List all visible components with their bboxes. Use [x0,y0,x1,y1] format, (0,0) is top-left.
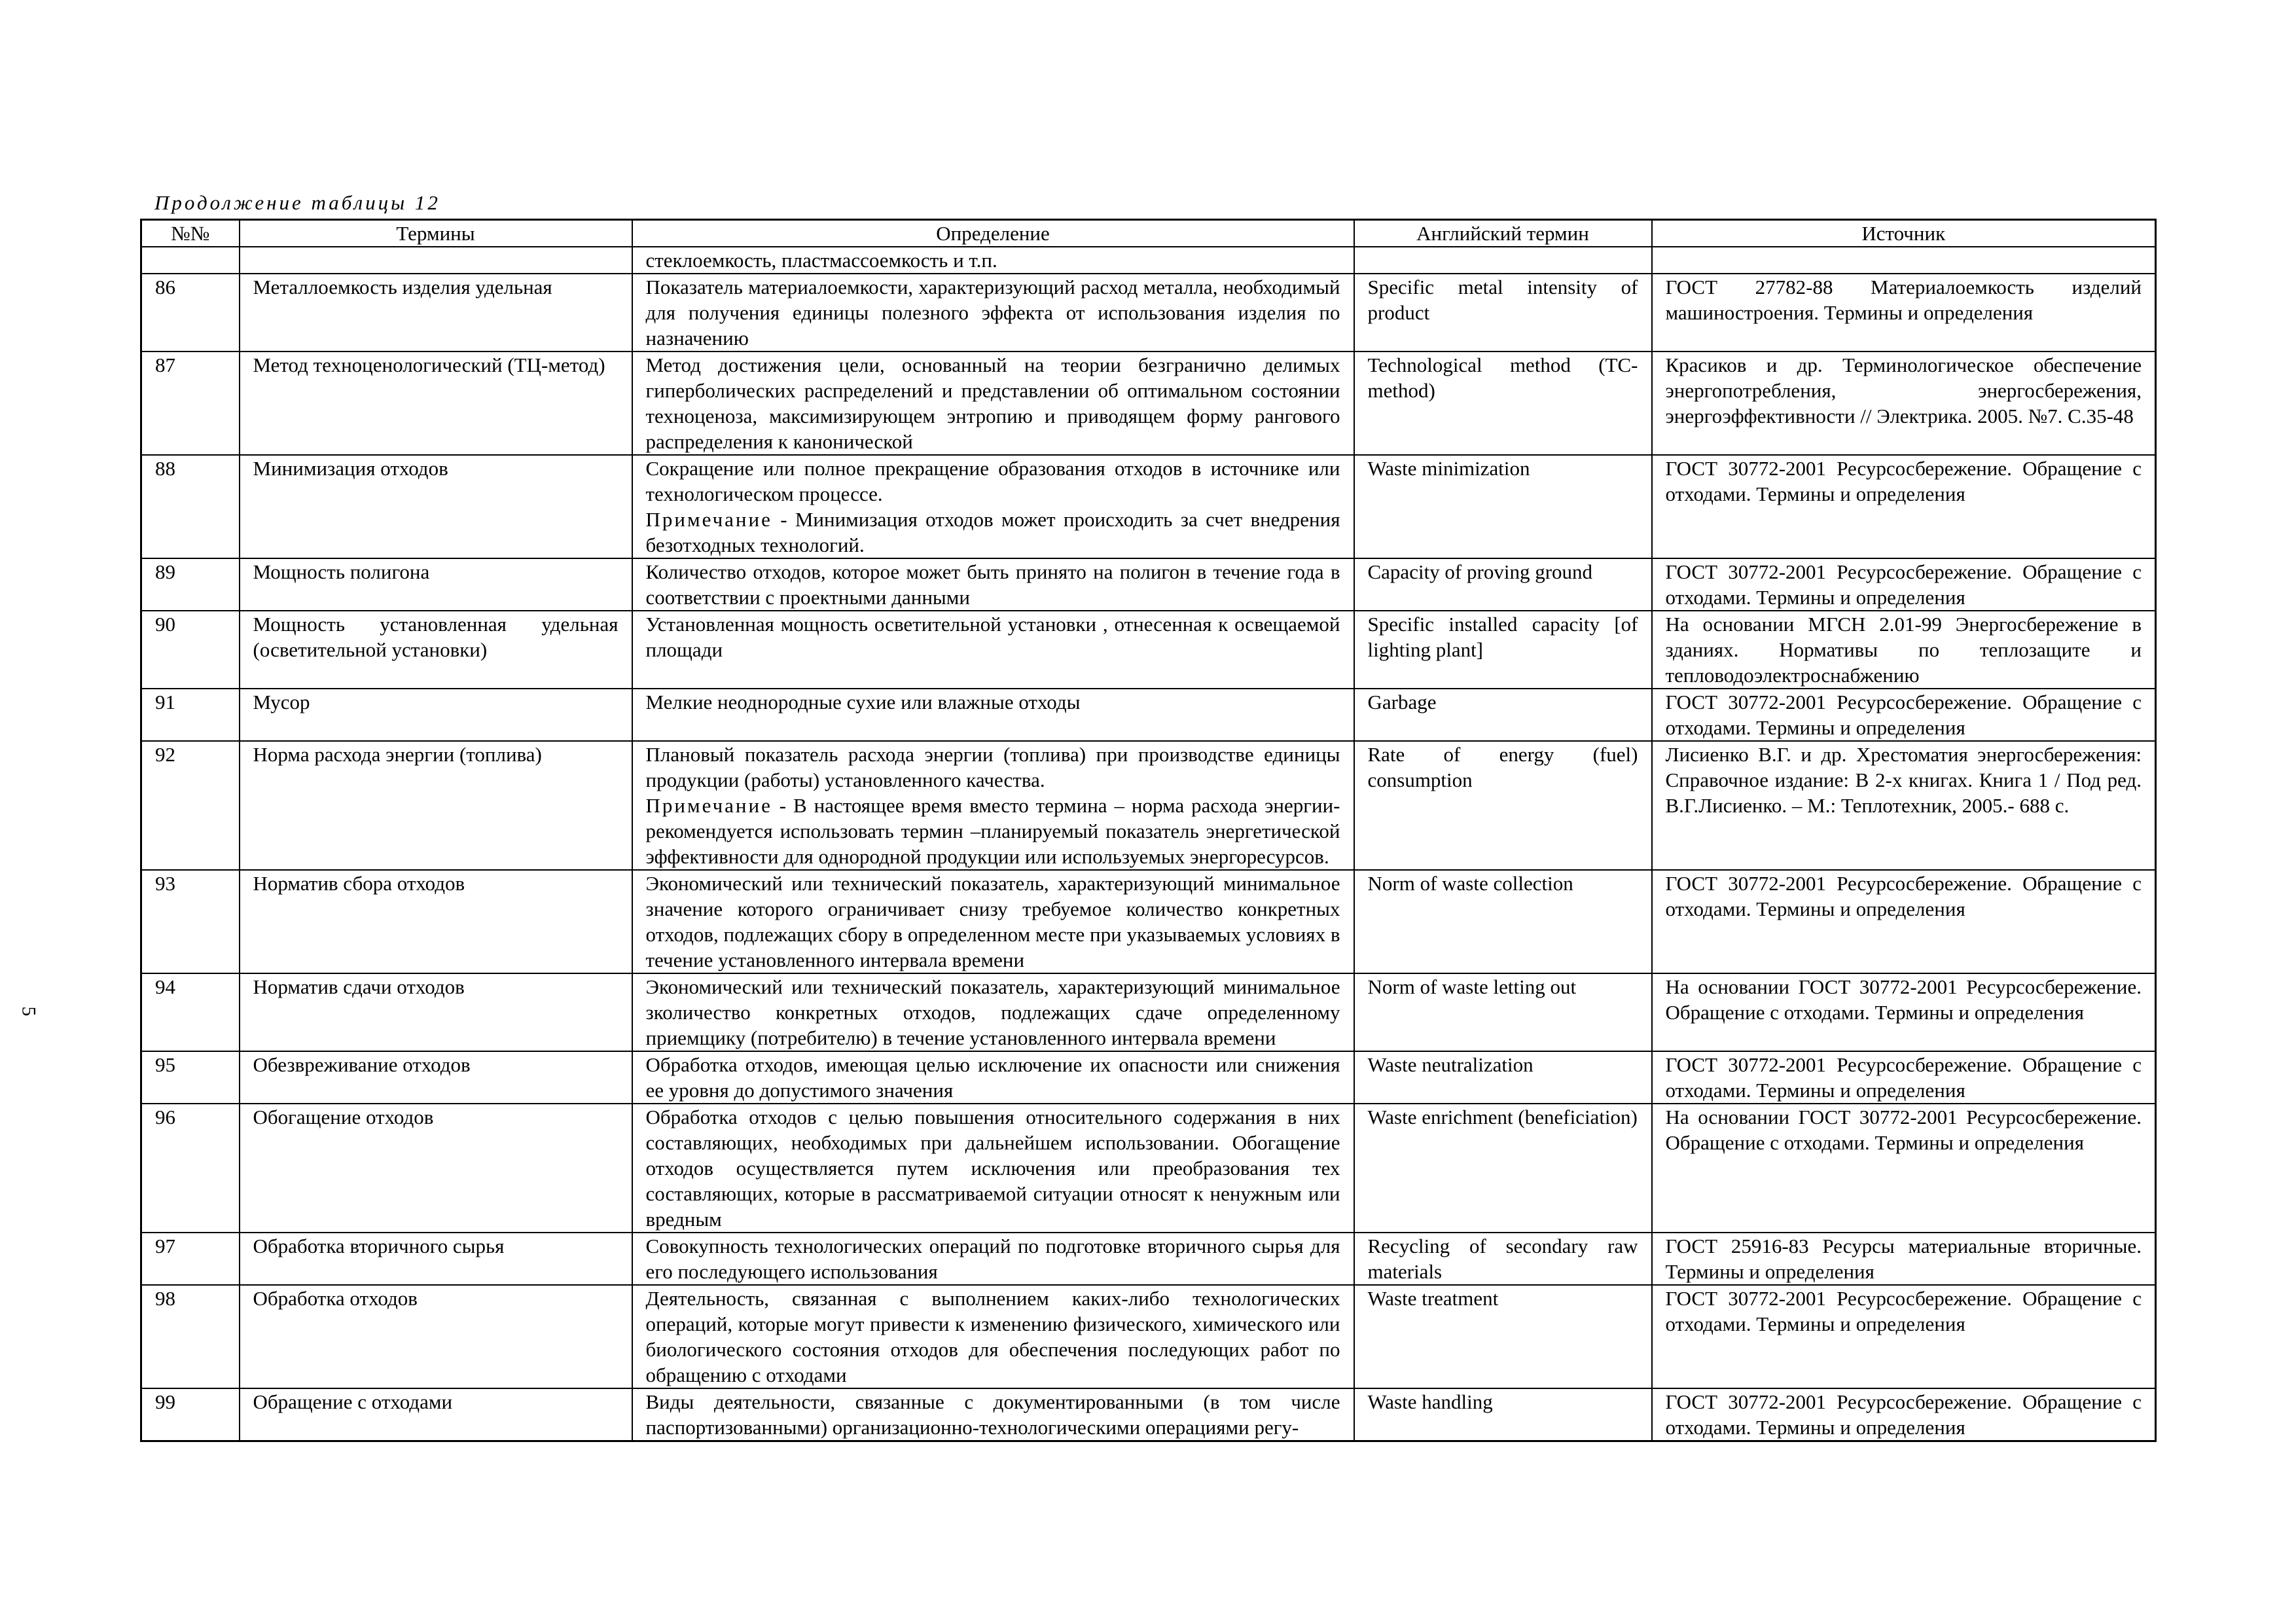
source-cell: ГОСТ 30772-2001 Ресурсосбережение. Обращение с отходами. Термины и определения [1652,1285,2156,1388]
table-row [141,455,2156,558]
english-term-cell: Specific metal intensity of product [1354,274,1652,352]
english-term-cell: Waste enrichment (beneficiation) [1354,1104,1652,1233]
row-number: 90 [141,611,240,689]
definition-cell [632,973,1354,1051]
continuation-term [240,247,632,274]
term-cell: Мощность полигона [240,558,632,611]
table-row [141,1104,2156,1233]
term-cell: Мусор [240,689,632,741]
table-row [141,1388,2156,1441]
english-term-cell: Waste minimization [1354,455,1652,558]
row-number: 93 [141,870,240,973]
english-term-cell: Waste neutralization [1354,1051,1652,1104]
english-term-cell: Norm of waste collection [1354,870,1652,973]
definition-text: Плановый показатель расхода энергии (топлива) при производстве единицы продукции (работы) установленного качества. [645,743,1340,791]
source-cell: На основании МГСН 2.01-99 Энергосбережение в зданиях. Нормативы по теплозащите и тепловодоэлектроснабжению [1652,611,2156,689]
definition-text: Обработка отходов с целью повышения относительного содержания в них составляющих, необходимых при дальнейшем использовании. Обогащение отходов осуществляется путем исключения или преобразования тех составляющих, которые в рассматриваемой ситуации относят к ненужным или вредным [645,1106,1340,1231]
term-cell: Метод техноценологический (ТЦ-метод) [240,352,632,455]
row-number: 95 [141,1051,240,1104]
row-number: 86 [141,274,240,352]
term-cell: Норматив сбора отходов [240,870,632,973]
page-number: 5 [18,1006,40,1017]
source-cell: ГОСТ 30772-2001 Ресурсосбережение. Обращение с отходами. Термины и определения [1652,689,2156,741]
table-row [141,558,2156,611]
english-term-cell: Waste handling [1354,1388,1652,1441]
source-cell: ГОСТ 30772-2001 Ресурсосбережение. Обращение с отходами. Термины и определения [1652,870,2156,973]
english-term-cell: Waste treatment [1354,1285,1652,1388]
definition-text: Показатель материалоемкости, характеризующий расход металла, необходимый для получения единицы полезного эффекта от использования изделия по назначению [645,276,1340,350]
source-cell: Красиков и др. Терминологическое обеспечение энергопотребления, энергосбережения, энергоэффективности // Электрика. 2005. №7. С.35-48 [1652,352,2156,455]
source-cell: ГОСТ 25916-83 Ресурсы материальные вторичные. Термины и определения [1652,1233,2156,1285]
table-row [141,973,2156,1051]
definition-text: Сокращение или полное прекращение образования отходов в источнике или технологическом процессе. [645,457,1340,505]
row-number: 98 [141,1285,240,1388]
table-row [141,741,2156,870]
table-row [141,1051,2156,1104]
continuation-row [141,247,2156,274]
english-term-cell: Recycling of secondary raw materials [1354,1233,1652,1285]
source-cell: ГОСТ 30772-2001 Ресурсосбережение. Обращение с отходами. Термины и определения [1652,1051,2156,1104]
source-cell: ГОСТ 27782-88 Материалоемкость изделий машиностроения. Термины и определения [1652,274,2156,352]
term-cell: Минимизация отходов [240,455,632,558]
term-cell: Обработка вторичного сырья [240,1233,632,1285]
term-cell: Обезвреживание отходов [240,1051,632,1104]
continuation-num [141,247,240,274]
header-num: №№ [141,220,240,247]
row-number: 88 [141,455,240,558]
term-cell: Обращение с отходами [240,1388,632,1441]
table-row [141,870,2156,973]
definition-text: Метод достижения цели, основанный на теории безгранично делимых гиперболических распределений и представлении об оптимальном состоянии техноценоза, максимизирующем энтропию и приводящем форму рангового распределения к канонической [645,353,1340,453]
row-number: 89 [141,558,240,611]
definition-note [646,794,1340,868]
table-caption: Продолжение таблицы 12 [154,191,440,214]
source-cell: На основании ГОСТ 30772-2001 Ресурсосбережение. Обращение с отходами. Термины и определения [1652,1104,2156,1233]
header-source: Источник [1652,220,2156,247]
definition-cell [632,274,1354,352]
table-header-row [141,220,2156,247]
row-number: 97 [141,1233,240,1285]
terms-table [140,219,2157,1442]
definition-text: Количество отходов, которое может быть принято на полигон в течение года в соответствии с проектными данными [645,560,1340,609]
definition-cell [632,558,1354,611]
continuation-definition: стеклоемкость, пластмассоемкость и т.п. [632,247,1354,274]
definition-cell [632,611,1354,689]
definition-cell [632,352,1354,455]
definition-text: Мелкие неоднородные сухие или влажные отходы [645,691,1081,713]
definition-cell [632,1285,1354,1388]
english-term-cell: Garbage [1354,689,1652,741]
source-cell: Лисиенко В.Г. и др. Хрестоматия энергосбережения: Справочное издание: В 2-х книгах. Книга 1 / Под ред. В.Г.Лисиенко. – М.: Теплотехник, 2005.- 688 с. [1652,741,2156,870]
continuation-english [1354,247,1652,274]
english-term-cell: Specific installed capacity [of lighting plant] [1354,611,1652,689]
definition-text: Виды деятельности, связанные с документированными (в том числе паспортизованными) организационно-технологическими операциями регу- [645,1390,1340,1439]
header-english: Английский термин [1354,220,1652,247]
definition-cell [632,1051,1354,1104]
row-number: 96 [141,1104,240,1233]
row-number: 94 [141,973,240,1051]
table-row [141,274,2156,352]
english-term-cell: Rate of energy (fuel) consumption [1354,741,1652,870]
definition-cell [632,689,1354,741]
definition-cell [632,741,1354,870]
note-label: Примечание [645,794,772,817]
definition-cell [632,1388,1354,1441]
table-row [141,1285,2156,1388]
header-term: Термины [240,220,632,247]
definition-cell [632,455,1354,558]
definition-cell [632,870,1354,973]
header-definition: Определение [632,220,1354,247]
row-number: 87 [141,352,240,455]
definition-text: Установленная мощность осветительной установки , отнесенная к освещаемой площади [645,613,1340,661]
english-term-cell: Capacity of proving ground [1354,558,1652,611]
row-number: 91 [141,689,240,741]
definition-text: Совокупность технологических операций по подготовке вторичного сырья для его последующего использования [645,1235,1340,1283]
term-cell: Обработка отходов [240,1285,632,1388]
term-cell: Обогащение отходов [240,1104,632,1233]
source-cell: На основании ГОСТ 30772-2001 Ресурсосбережение. Обращение с отходами. Термины и определения [1652,973,2156,1051]
note-text: - В настоящее время вместо термина – норма расхода энергии- рекомендуется использовать термин –планируемый показатель энергетической эффективности для однородной продукции или используемых энергоресурсов. [645,794,1340,868]
definition-text: Экономический или технический показатель, характеризующий минимальное значение которого ограничивает снизу требуемое количество конкретных отходов, подлежащих сбору в определенном месте при указываемых условиях в течение установленного интервала времени [645,872,1340,971]
source-cell: ГОСТ 30772-2001 Ресурсосбережение. Обращение с отходами. Термины и определения [1652,455,2156,558]
source-cell: ГОСТ 30772-2001 Ресурсосбережение. Обращение с отходами. Термины и определения [1652,1388,2156,1441]
term-cell: Металлоемкость изделия удельная [240,274,632,352]
definition-cell [632,1233,1354,1285]
note-label: Примечание [645,508,772,531]
term-cell: Норматив сдачи отходов [240,973,632,1051]
source-cell: ГОСТ 30772-2001 Ресурсосбережение. Обращение с отходами. Термины и определения [1652,558,2156,611]
english-term-cell: Norm of waste letting out [1354,973,1652,1051]
definition-text: Обработка отходов, имеющая целью исключение их опасности или снижения ее уровня до допустимого значения [645,1053,1340,1102]
table-row [141,611,2156,689]
definition-note [646,508,1340,556]
term-cell: Норма расхода энергии (топлива) [240,741,632,870]
note-text: - Минимизация отходов может происходить за счет внедрения безотходных технологий. [645,508,1340,556]
row-number: 99 [141,1388,240,1441]
definition-text: Деятельность, связанная с выполнением каких-либо технологических операций, которые могут привести к изменению физического, химического или биологического состояния отходов для обеспечения последующих работ по обращению с отходами [645,1287,1340,1386]
table-row [141,352,2156,455]
table-row [141,1233,2156,1285]
english-term-cell: Technological method (TC-method) [1354,352,1652,455]
table-row [141,689,2156,741]
continuation-source [1652,247,2156,274]
row-number: 92 [141,741,240,870]
term-cell: Мощность установленная удельная (осветительной установки) [240,611,632,689]
definition-text: Экономический или технический показатель, характеризующий минимальное зколичество конкретных отходов, подлежащих сдаче определенному приемщику (потребителю) в течение установленного интервала времени [645,975,1340,1049]
definition-cell [632,1104,1354,1233]
